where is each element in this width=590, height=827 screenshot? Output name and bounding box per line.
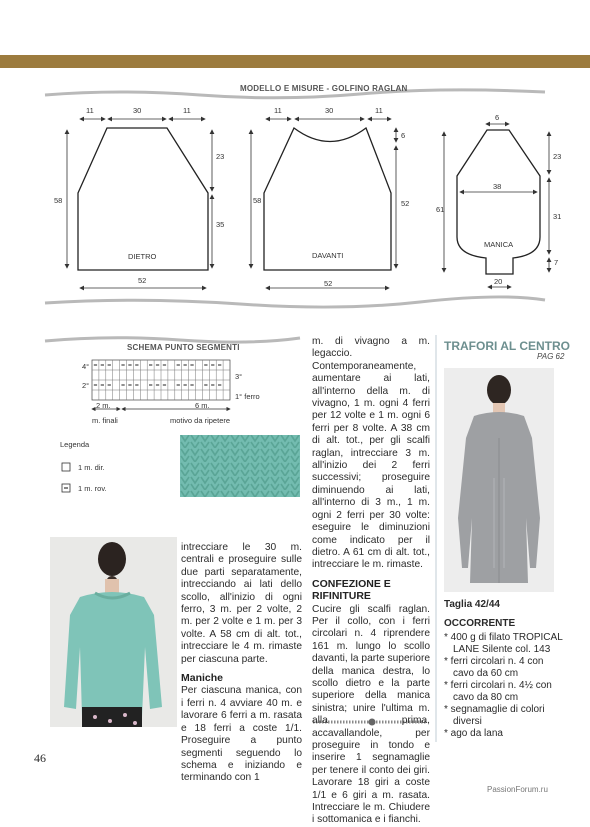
repeat-label-2: 2 m.	[96, 401, 111, 410]
stitch-swatch	[180, 435, 300, 497]
sleeve-schematic	[444, 124, 549, 287]
front-dim-right-total: 52	[401, 199, 410, 208]
front-schematic	[251, 119, 396, 288]
photo-teal-sweater	[50, 537, 177, 727]
sleeve-dim-upper: 38	[493, 182, 502, 191]
materials-item: * ago da lana	[444, 728, 503, 739]
legend-knit: 1 m. dir.	[78, 463, 105, 472]
front-dim-neck: 6	[401, 131, 406, 140]
model-title: MODELLO E MISURE - GOLFINO RAGLAN	[240, 84, 408, 93]
row-label-1: 1° ferro	[235, 392, 260, 401]
size-label: Taglia 42/44	[444, 599, 500, 610]
label-final-stitches: m. finali	[92, 416, 118, 425]
sleeves-heading: Maniche	[181, 672, 224, 685]
sidebar-title: TRAFORI AL CENTRO	[444, 339, 570, 353]
back-label: DIETRO	[128, 252, 157, 261]
legend-knit-box	[62, 463, 70, 471]
photo-grey-cardigan	[444, 368, 554, 592]
back-neckline-text: intrecciare le 30 m. centrali e proseguire sulle due parti separatamente, intrecciando ai lati dello scollo, all'inizio di ogni ferro, 3 m. per 2 volte, 2 m. per 2 volte e 1 m. per 3 volte. A 58 cm di alt. tot., intrecciare le 4 m. rimaste per ciascuna parte.	[181, 542, 302, 665]
sleeve-label: MANICA	[484, 240, 514, 249]
legend-purl: 1 m. rov.	[78, 484, 107, 493]
sleeve-dim-top: 6	[495, 113, 500, 122]
row-label-4: 4°	[82, 362, 90, 371]
legend-title: Legenda	[60, 440, 90, 449]
materials-list	[444, 632, 564, 740]
back-dim-right: 11	[183, 106, 191, 115]
row-label-3: 3°	[235, 372, 243, 381]
sidebar-page-ref: PAG 62	[537, 352, 565, 361]
page-number: 46	[34, 751, 46, 765]
back-dim-left: 11	[86, 106, 94, 115]
back-schematic	[67, 119, 212, 288]
watermark-credit: PassionForum.ru	[487, 785, 548, 794]
front-dim-left: 11	[274, 106, 282, 115]
front-dim-mid: 30	[325, 106, 334, 115]
label-repeat-motif: motivo da ripetere	[170, 416, 231, 425]
materials-item: * ferri circolari n. 4½ con cavo da 80 cm	[444, 680, 552, 703]
back-dim-height: 58	[54, 196, 63, 205]
sleeve-continuation-text: m. di vivagno a m. legaccio. Contemporaneamente, aumentare ai lati, all'interno della m. di vivagno, 1 m. ogni 4 ferri per 12 volte e 1 m. ogni 6 ferri per 8 volte. A 38 cm di alt. tot., per gli scalfi raglan, intrecciare 3 m. all'inizio dei 2 ferri successivi; proseguire diminuendo ai lati, all'interno di 3 m., 1 m. ogni 2 ferri per 30 volte: eseguire le diminuzioni come indicato per il dietro. A 61 cm di alt. tot., intrecciare le m. rimaste.	[312, 336, 430, 571]
back-dim-mid: 30	[133, 106, 142, 115]
repeat-label-6: 6 m.	[195, 401, 210, 410]
sleeves-text: Per ciascuna manica, con i ferri n. 4 avviare 40 m. e lavorare 6 ferri a m. rasata e 18 ferri a coste 1/1. Proseguire a punto segmenti seguendo lo schema e iniziando e terminando con 1	[181, 685, 302, 784]
front-label: DAVANTI	[312, 251, 344, 260]
instructions-col1	[181, 542, 302, 785]
sleeve-dim-cuff: 7	[554, 258, 559, 267]
sleeve-dim-body: 31	[553, 212, 562, 221]
materials-item: * segnamaglie di colori diversi	[444, 704, 545, 727]
sleeve-dim-cuff-width: 20	[494, 277, 503, 286]
instructions-col2	[312, 336, 430, 827]
materials-item: * 400 g di filato TROPICAL LANE Silente col. 143	[444, 632, 563, 655]
wave-border-chart	[45, 338, 300, 342]
wave-border-bottom	[45, 297, 545, 307]
back-dim-body: 35	[216, 220, 225, 229]
front-dim-width: 52	[324, 279, 333, 288]
materials-heading: OCCORRENTE	[444, 618, 516, 629]
back-dim-width: 52	[138, 276, 147, 285]
front-dim-height: 58	[253, 196, 262, 205]
sleeve-dim-height: 61	[436, 205, 445, 214]
finishing-heading: CONFEZIONE E RIFINITURE	[312, 577, 391, 603]
sleeve-dim-raglan: 23	[553, 152, 562, 161]
materials-item: * ferri circolari n. 4 con cavo da 60 cm	[444, 656, 544, 679]
back-dim-raglan: 23	[216, 152, 225, 161]
row-label-2: 2°	[82, 381, 90, 390]
front-dim-right: 11	[375, 106, 383, 115]
chart-title: SCHEMA PUNTO SEGMENTI	[127, 343, 240, 352]
finishing-text: Cucire gli scalfi raglan. Per il collo, con i ferri circolari n. 4 riprendere 161 m. lungo lo scollo davanti, la parte superiore della manica destra, lo scollo dietro e la parte superiore della manica sinistra; unire l'ultima m. alla prima, accavallandole, per proseguire in tondo e inserire 1 segnamaglie per tenere il conto dei giri. Lavorare 18 giri a coste 1/1 e 6 giri a m. rasata. Intrecciare le m. Chiudere i sottomanica e i fianchi.	[312, 603, 430, 826]
